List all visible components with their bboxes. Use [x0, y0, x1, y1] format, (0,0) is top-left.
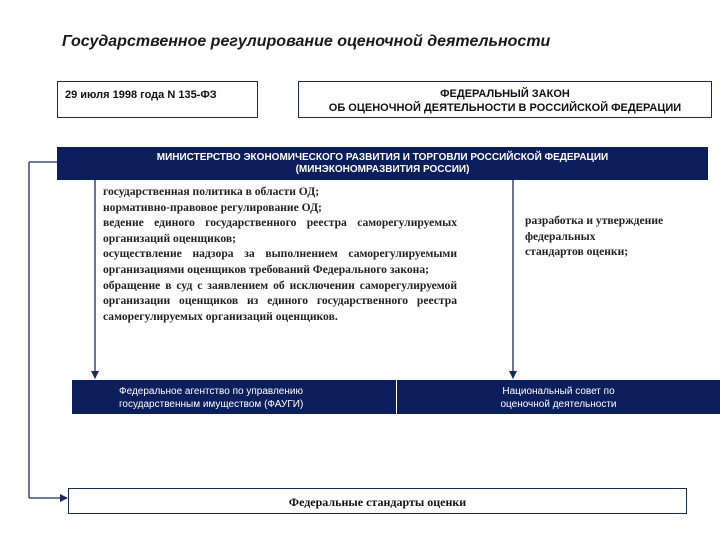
law-title-line1: ФЕДЕРАЛЬНЫЙ ЗАКОН: [440, 88, 570, 100]
ministry-name: МИНИСТЕРСТВО ЭКОНОМИЧЕСКОГО РАЗВИТИЯ И ТОРГОВЛИ РОССИЙСКОЙ ФЕДЕРАЦИИ: [156, 152, 609, 163]
fa-name-line1: Федеральное агентство по управлению: [119, 386, 303, 397]
duty-item: нормативно-правовое регулирование ОД;: [103, 200, 322, 214]
ministry-abbr: (МИНЭКОНОМРАЗВИТИЯ РОССИИ): [295, 164, 470, 175]
ns-name-line2: оценочной деятельности: [500, 399, 617, 410]
law-title-line2: ОБ ОЦЕНОЧНОЙ ДЕЯТЕЛЬНОСТИ В РОССИЙСКОЙ ФЕДЕРАЦИИ: [328, 102, 682, 114]
duty-item: ведение единого государственного реестра саморегулируемых организаций оценщиков;: [103, 216, 457, 245]
fa-name-line2: государственным имуществом (ФАУГИ): [119, 399, 304, 410]
standards-duty-line3: стандартов оценки;: [525, 245, 629, 259]
law-date: 29 июля 1998 года N 135-ФЗ: [65, 89, 217, 101]
ns-name-line1: Национальный совет по: [502, 386, 615, 397]
standards-duty-line2: федеральных: [525, 229, 596, 243]
page-title: Государственное регулирование оценочной деятельности: [62, 33, 551, 50]
duty-item: осуществление надзора за выполнением саморегулируемыми организациями оценщиков требований Федерального закона;: [103, 247, 457, 276]
duty-item: государственная политика в области ОД;: [103, 185, 320, 198]
standards-label: Федеральные стандарты оценки: [288, 495, 467, 509]
duty-item: обращение в суд с заявлением об исключении саморегулируемой организации оценщиков из единого государственного реестра саморегулируемых организаций оценщиков.: [103, 278, 457, 323]
standards-duty-line1: разработка и утверждение: [525, 214, 664, 227]
